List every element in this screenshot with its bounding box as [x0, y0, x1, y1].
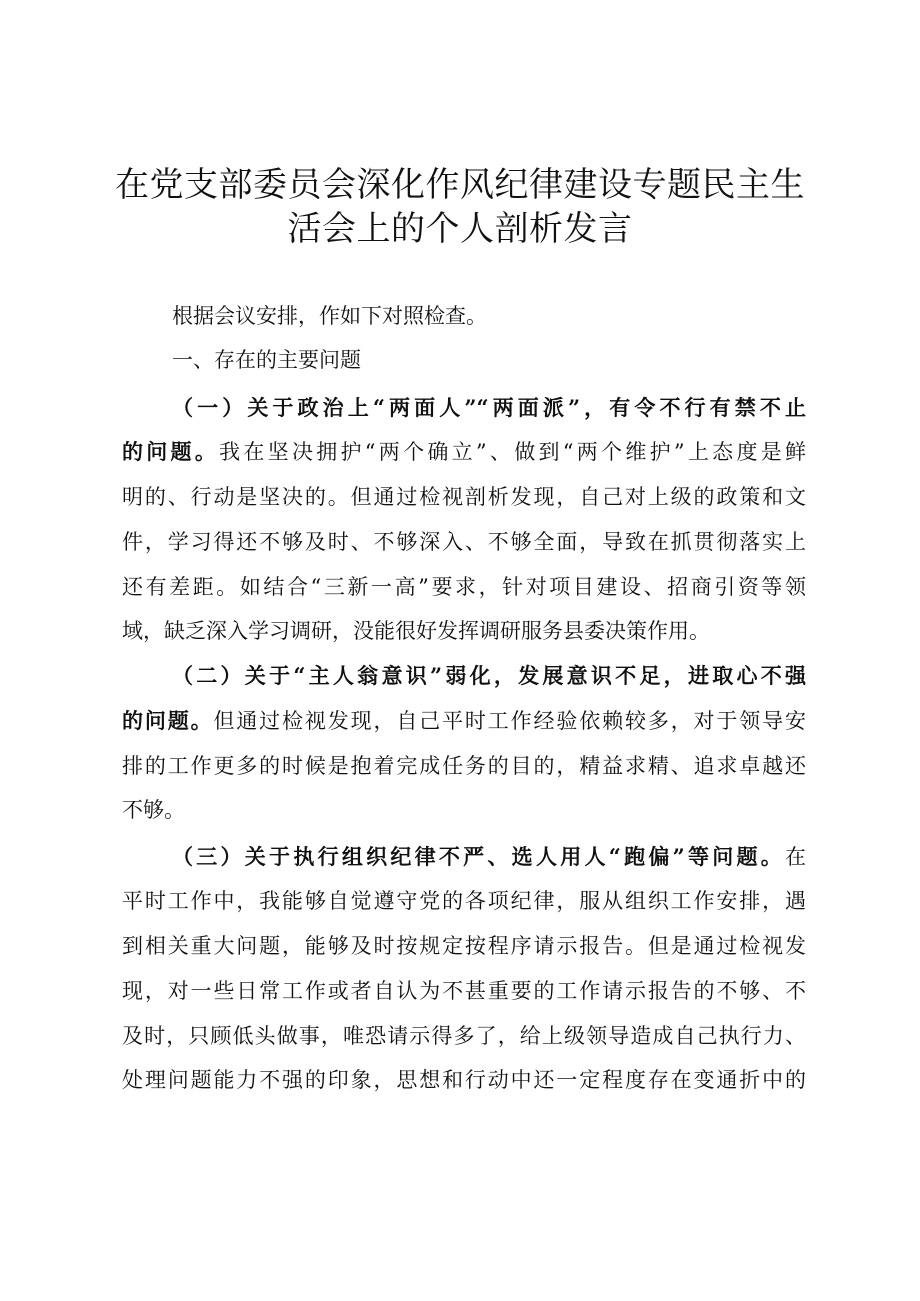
item2-line-2	[122, 707, 806, 735]
item3-line-1	[172, 843, 806, 871]
item2-heading-tail: 的问题。	[122, 708, 214, 733]
item1-heading-tail: 的问题。	[122, 439, 220, 464]
item2-line-4: 不够。	[122, 798, 185, 822]
item3-line-2: 平时工作中，我能够自觉遵守党的各项纪律，服从组织工作安排，遇	[122, 889, 806, 913]
item3-line-3: 到相关重大问题，能够及时按规定按程序请示报告。但是通过检视发	[122, 934, 806, 958]
section-heading-problems: 一、存在的主要问题	[172, 348, 361, 372]
item2-text-start: 但通过检视发现，自己平时工作经验依赖较多，对于领导安	[213, 709, 807, 733]
item3-line-6: 处理问题能力不强的印象，思想和行动中还一定程度存在变通折中的	[122, 1068, 806, 1092]
item3-heading: （三）关于执行组织纪律不严、选人用人“跑偏”等问题。	[172, 844, 785, 869]
item1-line-5: 还有差距。如结合“三新一高”要求，针对项目建设、招商引资等领	[122, 575, 806, 599]
document-title-line-1: 在党支部委员会深化作风纪律建设专题民主生	[115, 165, 805, 205]
item1-text-start: 我在坚决拥护“两个确立”、做到“两个维护”上态度是鲜	[219, 440, 807, 464]
intro-paragraph: 根据会议安排，作如下对照检查。	[172, 304, 487, 328]
item2-line-3: 排的工作更多的时候是抱着完成任务的目的，精益求精、追求卓越还	[122, 754, 806, 778]
item3-line-5: 及时，只顾低头做事，唯恐请示得多了，给上级领导造成自己执行力、	[122, 1024, 806, 1048]
item2-heading: （二）关于“主人翁意识”弱化，发展意识不足，进取心不强	[172, 663, 806, 688]
item3-line-4: 现，对一些日常工作或者自认为不甚重要的工作请示报告的不够、不	[122, 979, 806, 1003]
item1-line-4: 件，学习得还不够及时、不够深入、不够全面，导致在抓贯彻落实上	[122, 530, 806, 554]
item1-heading: （一）关于政治上“两面人”“两面派”，有令不行有禁不止	[172, 395, 806, 420]
item1-line-2	[122, 438, 806, 466]
item1-line-6: 域，缺乏深入学习调研，没能很好发挥调研服务县委决策作用。	[122, 619, 710, 643]
item3-text-start: 在	[785, 845, 806, 869]
document-title-line-2: 活会上的个人剖析发言	[287, 209, 633, 249]
item1-line-3: 明的、行动是坚决的。但通过检视剖析发现，自己对上级的政策和文	[122, 485, 806, 509]
